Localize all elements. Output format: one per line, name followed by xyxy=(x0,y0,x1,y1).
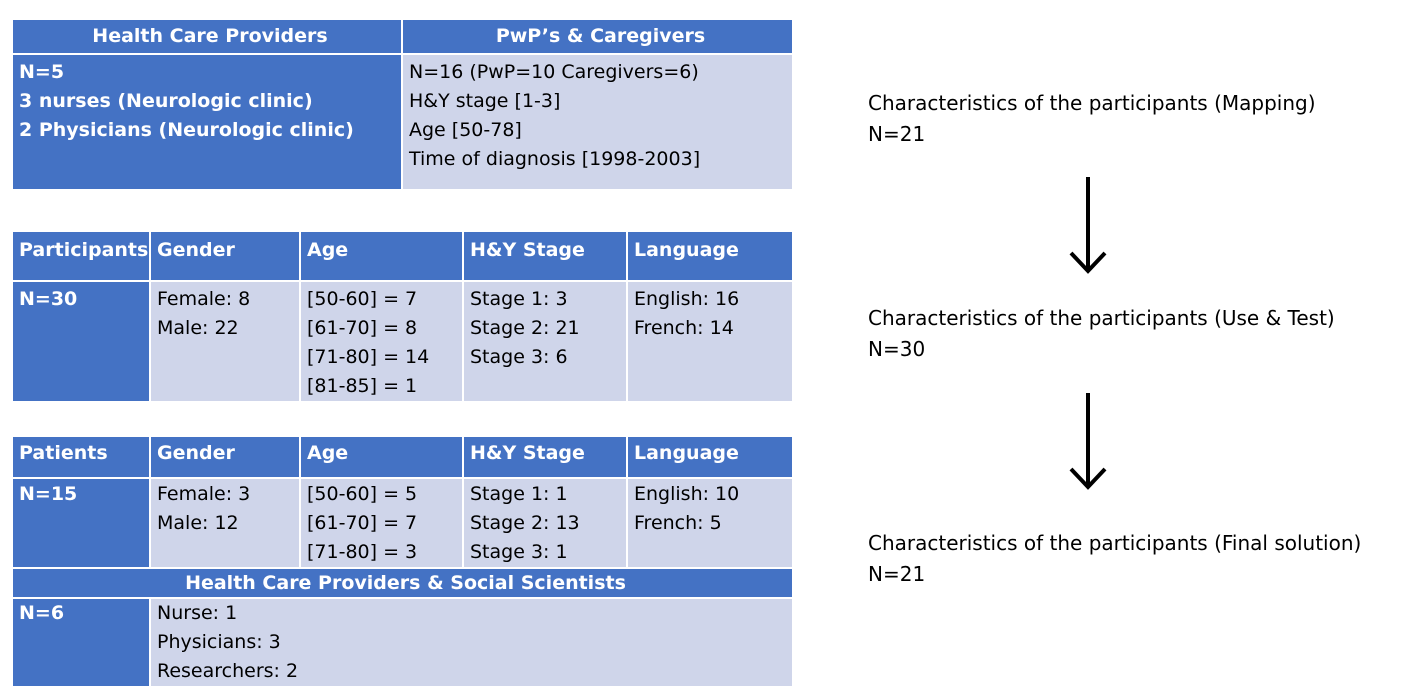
age-cell xyxy=(300,281,463,402)
pwp-diagnosis: Time of diagnosis [1998-2003] xyxy=(409,148,701,170)
table-final-solution xyxy=(11,435,794,688)
language-french: French: 14 xyxy=(634,317,734,339)
hcp-physicians: Physicians: 3 xyxy=(157,631,281,653)
stage-item: Stage 3: 6 xyxy=(470,346,568,368)
hcp-n: N=5 xyxy=(19,61,65,83)
header-patients: Patients xyxy=(12,436,150,478)
gender-male: Male: 12 xyxy=(157,512,239,534)
gender-cell xyxy=(150,478,300,568)
arrow-down-icon xyxy=(1066,175,1110,275)
age-group: [50-60] = 5 xyxy=(307,483,418,505)
header-hy-stage: H&Y Stage xyxy=(463,436,627,478)
caption-title: Characteristics of the participants (Mapping) xyxy=(868,91,1316,115)
header-pwp-caregivers: PwP’s & Caregivers xyxy=(402,19,793,54)
gender-cell xyxy=(150,281,300,402)
pwp-age: Age [50-78] xyxy=(409,119,522,141)
age-group: [81-85] = 1 xyxy=(307,375,418,397)
gender-female: Female: 3 xyxy=(157,483,251,505)
language-english: English: 16 xyxy=(634,288,740,310)
arrow-down-icon xyxy=(1066,391,1110,491)
pwp-cell xyxy=(402,54,793,190)
header-language: Language xyxy=(627,231,793,281)
caption-title: Characteristics of the participants (Use & Test) xyxy=(868,306,1335,330)
age-cell xyxy=(300,478,463,568)
patients-n: N=15 xyxy=(12,478,150,568)
age-group: [50-60] = 7 xyxy=(307,288,418,310)
stage-cell xyxy=(463,281,627,402)
stage-item: Stage 2: 13 xyxy=(470,512,580,534)
header-gender: Gender xyxy=(150,231,300,281)
hcp-social-n: N=6 xyxy=(12,598,150,687)
header-language: Language xyxy=(627,436,793,478)
caption-n: N=30 xyxy=(868,337,926,361)
pwp-stage: H&Y stage [1-3] xyxy=(409,90,561,112)
caption-title: Characteristics of the participants (Final solution) xyxy=(868,531,1362,555)
language-english: English: 10 xyxy=(634,483,740,505)
header-age: Age xyxy=(300,436,463,478)
hcp-nurse: Nurse: 1 xyxy=(157,602,238,624)
caption-use-test xyxy=(868,303,1335,365)
header-age: Age xyxy=(300,231,463,281)
language-cell xyxy=(627,478,793,568)
header-hy-stage: H&Y Stage xyxy=(463,231,627,281)
stage-cell xyxy=(463,478,627,568)
hcp-researchers: Researchers: 2 xyxy=(157,660,299,682)
gender-female: Female: 8 xyxy=(157,288,251,310)
header-hcp-social-scientists: Health Care Providers & Social Scientists xyxy=(12,568,793,598)
caption-mapping xyxy=(868,88,1316,150)
stage-item: Stage 1: 3 xyxy=(470,288,568,310)
table-mapping xyxy=(11,18,794,191)
participants-n: N=30 xyxy=(12,281,150,402)
table-use-test xyxy=(11,230,794,403)
age-group: [71-80] = 3 xyxy=(307,541,418,563)
age-group: [71-80] = 14 xyxy=(307,346,430,368)
gender-male: Male: 22 xyxy=(157,317,239,339)
age-group: [61-70] = 8 xyxy=(307,317,418,339)
language-cell xyxy=(627,281,793,402)
header-health-care-providers: Health Care Providers xyxy=(12,19,402,54)
hcp-physicians: 2 Physicians (Neurologic clinic) xyxy=(19,119,354,141)
pwp-n: N=16 (PwP=10 Caregivers=6) xyxy=(409,61,699,83)
caption-n: N=21 xyxy=(868,562,926,586)
stage-item: Stage 1: 1 xyxy=(470,483,568,505)
header-participants: Participants xyxy=(12,231,150,281)
caption-final-solution xyxy=(868,528,1361,590)
hcp-social-cell xyxy=(150,598,793,687)
hcp-cell xyxy=(12,54,402,190)
language-french: French: 5 xyxy=(634,512,722,534)
header-gender: Gender xyxy=(150,436,300,478)
caption-n: N=21 xyxy=(868,122,926,146)
hcp-nurses: 3 nurses (Neurologic clinic) xyxy=(19,90,313,112)
age-group: [61-70] = 7 xyxy=(307,512,418,534)
stage-item: Stage 2: 21 xyxy=(470,317,580,339)
stage-item: Stage 3: 1 xyxy=(470,541,568,563)
